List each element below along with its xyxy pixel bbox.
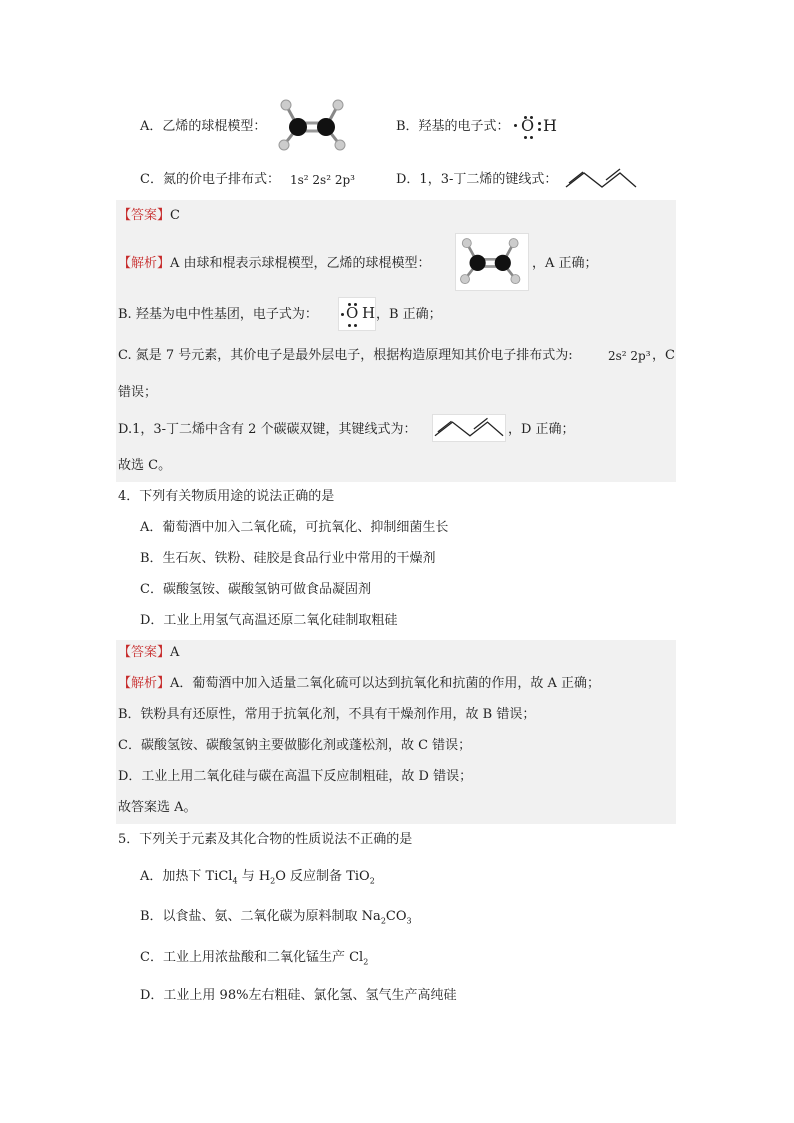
q4-option-d: D．工业上用氢气高温还原二氧化硅制取粗硅 xyxy=(140,613,398,628)
q3-analysis-line-b-end: ，B 正确； xyxy=(376,307,442,322)
butadiene-skeletal-icon xyxy=(564,167,638,191)
q3-analysis-line-d: D.1，3-丁二烯中含有 2 个碳碳双键，其键线式为： xyxy=(118,422,417,437)
q4-option-a: A．葡萄酒中加入二氧化硫，可抗氧化、抑制细菌生长 xyxy=(140,520,449,535)
q4-analysis-highlight xyxy=(116,640,676,824)
q3-analysis-line-c-config: 2s² 2p³ xyxy=(608,349,651,363)
q3-analysis-conclusion: 故选 C。 xyxy=(118,458,172,473)
q3-analysis-line-c-end: ，C xyxy=(652,348,675,363)
ethylene-ball-stick-icon xyxy=(274,97,354,155)
q3-analysis-line-c-2: 错误； xyxy=(118,385,158,400)
q4-option-c: C．碳酸氢铵、碳酸氢钠可做食品凝固剂 xyxy=(140,582,371,597)
q5-option-a: A．加热下 TiCl$_4$ 与 $H_2O$ 反应制备 TiO$_2$ xyxy=(140,869,375,886)
nitrogen-valence-config: 1s² 2s² 2p³ xyxy=(290,173,355,187)
q4-analysis-conclusion: 故答案选 A。 xyxy=(118,800,197,815)
butadiene-frame xyxy=(432,414,506,442)
q3-option-c-label: C．氮的价电子排布式： xyxy=(140,172,280,187)
q3-analysis-line-a: 【解析】A 由球和棍表示球棍模型，乙烯的球棍模型： xyxy=(118,256,431,271)
hydroxyl-electron-formula xyxy=(514,112,558,149)
hydrogen-symbol: H xyxy=(362,304,376,322)
q4-analysis-line-b: B．铁粉具有还原性，常用于抗氧化剂，不具有干燥剂作用，故 B 错误； xyxy=(118,707,536,722)
q3-option-a-label: A．乙烯的球棍模型： xyxy=(140,119,267,134)
q4-analysis-line-d: D．工业上用二氧化硅与碳在高温下反应制粗硅，故 D 错误； xyxy=(118,769,473,784)
ethylene-ball-stick-icon xyxy=(456,234,528,290)
oxygen-symbol: O xyxy=(521,116,535,135)
q5-option-c: C．工业上用浓盐酸和二氧化锰生产 $Cl_2$ xyxy=(140,950,369,967)
q3-option-b-label: B．羟基的电子式： xyxy=(396,119,510,134)
q5-option-b: B．以食盐、氨、二氧化碳为原料制取 $Na_2CO_3$ xyxy=(140,909,412,926)
q4-stem: 4．下列有关物质用途的说法正确的是 xyxy=(118,489,335,504)
oxygen-symbol: O xyxy=(346,304,359,322)
q4-analysis-line-a: 【解析】A．葡萄酒中加入适量二氧化硫可以达到抗氧化和抗菌的作用，故 A 正确； xyxy=(118,676,601,691)
hydroxyl-formula-frame xyxy=(338,297,376,331)
q3-option-d-label: D．1，3-丁二烯的键线式： xyxy=(396,172,558,187)
q3-analysis-line-b: B. 羟基为电中性基团，电子式为： xyxy=(118,307,318,322)
hydrogen-symbol: H xyxy=(543,116,557,135)
butadiene-skeletal-icon xyxy=(433,415,505,441)
ethylene-model-frame xyxy=(455,233,529,291)
q5-option-d: D．工业上用 98%左右粗硅、氯化氢、氢气生产高纯硅 xyxy=(140,988,457,1003)
q4-option-b: B．生石灰、铁粉、硅胶是食品行业中常用的干燥剂 xyxy=(140,551,436,566)
q3-analysis-line-a-end: ，A 正确； xyxy=(532,256,598,271)
q4-answer: 【答案】A xyxy=(118,645,180,660)
q3-answer: 【答案】C xyxy=(118,208,180,223)
q3-analysis-line-c: C. 氮是 7 号元素，其价电子是最外层电子，根据构造原理知其价电子排布式为: xyxy=(118,348,573,363)
q3-analysis-line-d-end: ，D 正确； xyxy=(508,422,575,437)
q5-stem: 5．下列关于元素及其化合物的性质说法不正确的是 xyxy=(118,832,413,847)
q4-analysis-line-c: C．碳酸氢铵、碳酸氢钠主要做膨化剂或蓬松剂，故 C 错误； xyxy=(118,738,472,753)
